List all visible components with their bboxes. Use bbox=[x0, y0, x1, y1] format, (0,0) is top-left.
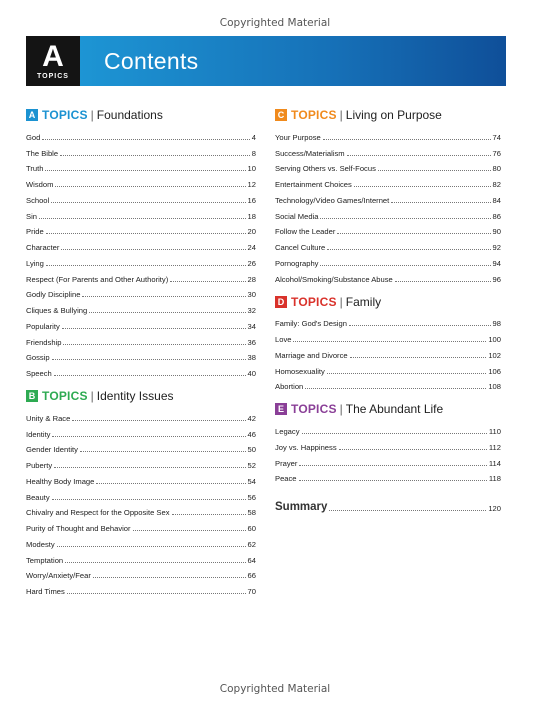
entry-title: Cliques & Bullying bbox=[26, 306, 88, 315]
entry-page-number: 102 bbox=[488, 350, 501, 360]
entry-title: Cancel Culture bbox=[275, 243, 326, 252]
section-name: Living on Purpose bbox=[345, 108, 442, 122]
dot-leader bbox=[72, 420, 245, 421]
dot-leader bbox=[63, 344, 245, 345]
entry-title: Sin bbox=[26, 211, 37, 221]
entry-title: Hard Times bbox=[26, 587, 65, 596]
entry-title: Wisdom bbox=[26, 180, 54, 189]
section-heading bbox=[26, 388, 256, 404]
entry-page-number: 114 bbox=[488, 458, 501, 468]
toc-entry[interactable] bbox=[26, 221, 256, 237]
section-living-on-purpose bbox=[275, 107, 501, 284]
entry-page-number: 100 bbox=[488, 335, 501, 344]
dot-leader bbox=[93, 577, 246, 578]
entry-page-number: 28 bbox=[247, 274, 256, 284]
toc-entry[interactable] bbox=[26, 205, 256, 221]
dot-leader bbox=[46, 265, 246, 266]
dot-leader bbox=[302, 433, 487, 434]
entry-page-number: 62 bbox=[247, 539, 256, 549]
toc-entry[interactable] bbox=[26, 126, 256, 142]
dot-leader bbox=[89, 312, 245, 313]
entry-page-number: 16 bbox=[247, 195, 256, 205]
dot-leader bbox=[46, 233, 246, 234]
entry-page-number: 108 bbox=[488, 382, 501, 392]
section-divider: | bbox=[90, 108, 94, 122]
toc-entry[interactable] bbox=[275, 468, 501, 484]
entry-page-number: 18 bbox=[247, 211, 256, 221]
toc-entry[interactable] bbox=[26, 299, 256, 315]
toc-entry[interactable] bbox=[275, 173, 501, 189]
entry-page-number: 40 bbox=[247, 369, 256, 378]
section-foundations bbox=[26, 107, 256, 378]
section-letter: E bbox=[275, 403, 287, 415]
section-name: Family bbox=[345, 294, 382, 309]
toc-entry[interactable] bbox=[26, 284, 256, 300]
entry-title: Abortion bbox=[275, 382, 304, 392]
section-heading bbox=[275, 401, 501, 417]
entry-title: Joy vs. Happiness bbox=[275, 442, 337, 452]
entry-page-number: 34 bbox=[247, 321, 256, 331]
dot-leader bbox=[349, 325, 491, 326]
dot-leader bbox=[305, 388, 486, 389]
entry-page-number: 12 bbox=[247, 180, 256, 189]
entry-page-number: 58 bbox=[247, 508, 256, 518]
section-name: The Abundant Life bbox=[345, 402, 444, 417]
entry-title: Unity & Race bbox=[26, 413, 71, 423]
section-name: Foundations bbox=[96, 108, 163, 122]
dot-leader bbox=[320, 265, 490, 266]
dot-leader bbox=[395, 281, 491, 282]
toc-entry[interactable] bbox=[26, 158, 256, 174]
entry-page-number: 86 bbox=[492, 211, 501, 221]
right-column bbox=[275, 107, 501, 513]
entry-page-number: 94 bbox=[492, 258, 501, 268]
dot-leader bbox=[172, 514, 246, 515]
entry-page-number: 54 bbox=[247, 476, 256, 486]
summary-page-number: 120 bbox=[488, 504, 501, 514]
toc-entry[interactable] bbox=[275, 126, 501, 142]
entry-page-number: 112 bbox=[488, 442, 501, 452]
entry-title: God bbox=[26, 132, 41, 142]
badge-subtitle: TOPICS bbox=[37, 72, 69, 80]
toc-entry[interactable] bbox=[26, 517, 256, 533]
section-divider: | bbox=[339, 108, 343, 122]
entry-title: Healthy Body Image bbox=[26, 476, 95, 486]
entry-title: Peace bbox=[275, 474, 297, 484]
section-divider: | bbox=[339, 294, 343, 309]
toc-entry[interactable] bbox=[275, 205, 501, 221]
toc-entry[interactable] bbox=[275, 252, 501, 268]
entry-page-number: 70 bbox=[247, 587, 256, 596]
toc-entry[interactable] bbox=[26, 549, 256, 565]
entry-title: Success/Materialism bbox=[275, 148, 345, 158]
toc-entry[interactable] bbox=[275, 158, 501, 174]
dot-leader bbox=[60, 155, 250, 156]
entry-title: Follow the Leader bbox=[275, 227, 336, 237]
dot-leader bbox=[347, 155, 491, 156]
section-letter: D bbox=[275, 296, 287, 308]
toc-entry[interactable] bbox=[275, 189, 501, 205]
entry-title: Entertainment Choices bbox=[275, 180, 352, 189]
summary-title: Summary bbox=[275, 501, 328, 514]
dot-leader bbox=[320, 218, 490, 219]
entry-page-number: 42 bbox=[247, 413, 256, 423]
dot-leader bbox=[354, 186, 491, 187]
entry-title: Puberty bbox=[26, 461, 53, 470]
entry-page-number: 98 bbox=[492, 319, 501, 329]
toc-entry[interactable] bbox=[26, 142, 256, 158]
toc-entry[interactable] bbox=[26, 565, 256, 581]
dot-leader bbox=[61, 249, 245, 250]
entry-title: Serving Others vs. Self-Focus bbox=[275, 164, 376, 174]
toc-entry[interactable] bbox=[275, 452, 501, 468]
section-topics-label: TOPICS bbox=[291, 294, 337, 309]
entry-title: Technology/Video Games/Internet bbox=[275, 195, 390, 205]
toc-entry[interactable] bbox=[26, 331, 256, 347]
dot-leader bbox=[96, 483, 245, 484]
section-topics-label: TOPICS bbox=[291, 402, 337, 417]
page-title: Contents bbox=[104, 47, 199, 74]
title-bar bbox=[80, 36, 506, 86]
entry-page-number: 52 bbox=[247, 461, 256, 470]
dot-leader bbox=[293, 341, 486, 342]
entry-page-number: 36 bbox=[247, 337, 256, 347]
entry-page-number: 60 bbox=[247, 524, 256, 533]
dot-leader bbox=[67, 593, 246, 594]
toc-entry[interactable] bbox=[26, 470, 256, 486]
entry-title: Temptation bbox=[26, 555, 64, 565]
section-topics-label: TOPICS bbox=[291, 108, 337, 122]
entry-page-number: 82 bbox=[492, 180, 501, 189]
entry-page-number: 24 bbox=[247, 243, 256, 252]
badge-letter: A bbox=[42, 39, 64, 73]
entry-title: Family: God's Design bbox=[275, 319, 347, 329]
entry-title: The Bible bbox=[26, 148, 59, 158]
entry-title: Truth bbox=[26, 164, 44, 174]
entry-page-number: 38 bbox=[247, 353, 256, 363]
topics-badge bbox=[26, 36, 80, 86]
toc-entry[interactable] bbox=[275, 436, 501, 452]
dot-leader bbox=[52, 359, 246, 360]
entry-title: Pornography bbox=[275, 258, 319, 268]
section-divider: | bbox=[90, 389, 94, 403]
entry-page-number: 4 bbox=[251, 132, 256, 142]
entry-title: Respect (For Parents and Other Authority) bbox=[26, 274, 169, 284]
section-identity-issues bbox=[26, 388, 256, 596]
toc-entry[interactable] bbox=[275, 420, 501, 436]
dot-leader bbox=[54, 467, 245, 468]
toc-entry[interactable] bbox=[275, 142, 501, 158]
toc-entry[interactable] bbox=[26, 454, 256, 470]
dot-leader bbox=[65, 562, 245, 563]
dot-leader bbox=[52, 499, 246, 500]
toc-entry[interactable] bbox=[275, 221, 501, 237]
dot-leader bbox=[323, 139, 491, 140]
dot-leader bbox=[51, 202, 245, 203]
entry-title: Godly Discipline bbox=[26, 290, 81, 300]
dot-leader bbox=[350, 357, 487, 358]
toc-list bbox=[275, 126, 501, 284]
toc-entry[interactable] bbox=[26, 362, 256, 378]
entry-page-number: 76 bbox=[492, 148, 501, 158]
entry-title: Identity bbox=[26, 429, 51, 439]
toc-list bbox=[275, 313, 501, 392]
toc-entry[interactable] bbox=[26, 347, 256, 363]
entry-title: Popularity bbox=[26, 321, 60, 331]
toc-entry[interactable] bbox=[26, 580, 256, 596]
entry-title: Alcohol/Smoking/Substance Abuse bbox=[275, 274, 393, 284]
section-heading bbox=[275, 294, 501, 310]
dot-leader bbox=[339, 449, 487, 450]
toc-entry[interactable] bbox=[26, 252, 256, 268]
dot-leader bbox=[39, 218, 246, 219]
dot-leader bbox=[133, 530, 246, 531]
entry-title: Gossip bbox=[26, 353, 50, 363]
section-divider: | bbox=[339, 402, 343, 417]
entry-title: Social Media bbox=[275, 211, 319, 221]
toc-entry[interactable] bbox=[275, 313, 501, 329]
entry-page-number: 20 bbox=[247, 227, 256, 237]
entry-page-number: 56 bbox=[247, 492, 256, 502]
entry-title: Prayer bbox=[275, 458, 298, 468]
toc-entry[interactable] bbox=[275, 360, 501, 376]
toc-entry[interactable] bbox=[26, 486, 256, 502]
dot-leader bbox=[54, 375, 246, 376]
dot-leader bbox=[45, 170, 245, 171]
toc-entry[interactable] bbox=[275, 376, 501, 392]
section-letter: A bbox=[26, 109, 38, 121]
toc-entry[interactable] bbox=[26, 236, 256, 252]
toc-list bbox=[26, 407, 256, 596]
entry-page-number: 90 bbox=[492, 227, 501, 237]
dot-leader bbox=[57, 546, 246, 547]
section-name: Identity Issues bbox=[96, 389, 174, 403]
dot-leader bbox=[327, 373, 487, 374]
toc-entry[interactable] bbox=[275, 344, 501, 360]
toc-list bbox=[26, 126, 256, 378]
copyright-watermark-bottom: Copyrighted Material bbox=[219, 683, 331, 695]
entry-title: Worry/Anxiety/Fear bbox=[26, 571, 91, 581]
toc-entry[interactable] bbox=[26, 315, 256, 331]
entry-title: School bbox=[26, 195, 50, 205]
dot-leader bbox=[337, 233, 490, 234]
entry-page-number: 96 bbox=[492, 274, 501, 284]
entry-page-number: 92 bbox=[492, 243, 501, 252]
section-letter: B bbox=[26, 390, 38, 402]
dot-leader bbox=[327, 249, 490, 250]
entry-page-number: 10 bbox=[247, 164, 256, 174]
toc-entry[interactable] bbox=[26, 439, 256, 455]
entry-page-number: 8 bbox=[251, 148, 256, 158]
toc-entry[interactable] bbox=[275, 236, 501, 252]
section-topics-label: TOPICS bbox=[42, 389, 88, 403]
entry-page-number: 64 bbox=[247, 555, 256, 565]
entry-title: Lying bbox=[26, 258, 44, 268]
entry-title: Your Purpose bbox=[275, 132, 321, 142]
dot-leader bbox=[329, 510, 486, 511]
entry-title: Pride bbox=[26, 227, 44, 237]
left-column bbox=[26, 107, 256, 596]
entry-page-number: 80 bbox=[492, 164, 501, 174]
dot-leader bbox=[170, 281, 245, 282]
dot-leader bbox=[55, 186, 245, 187]
toc-entry[interactable] bbox=[26, 533, 256, 549]
dot-leader bbox=[52, 436, 245, 437]
entry-page-number: 46 bbox=[247, 429, 256, 439]
entry-page-number: 118 bbox=[488, 474, 501, 484]
entry-title: Speech bbox=[26, 369, 52, 378]
entry-page-number: 84 bbox=[492, 195, 501, 205]
section-heading bbox=[275, 107, 501, 123]
entry-page-number: 50 bbox=[247, 445, 256, 455]
entry-page-number: 66 bbox=[247, 571, 256, 581]
toc-list bbox=[275, 420, 501, 483]
entry-title: Gender Identity bbox=[26, 445, 78, 455]
copyright-watermark-top: Copyrighted Material bbox=[219, 17, 331, 29]
section-letter: C bbox=[275, 109, 287, 121]
toc-entry[interactable] bbox=[275, 328, 501, 344]
toc-entry[interactable] bbox=[26, 502, 256, 518]
dot-leader bbox=[391, 202, 490, 203]
toc-entry[interactable] bbox=[26, 407, 256, 423]
toc-entry[interactable] bbox=[275, 268, 501, 284]
entry-title: Beauty bbox=[26, 492, 50, 502]
toc-entry[interactable] bbox=[26, 189, 256, 205]
dot-leader bbox=[299, 465, 487, 466]
section-topics-label: TOPICS bbox=[42, 108, 88, 122]
entry-page-number: 30 bbox=[247, 290, 256, 300]
dot-leader bbox=[42, 139, 249, 140]
dot-leader bbox=[82, 296, 245, 297]
toc-entry[interactable] bbox=[26, 423, 256, 439]
section-abundant-life bbox=[275, 401, 501, 483]
entry-title: Purity of Thought and Behavior bbox=[26, 524, 131, 533]
entry-title: Marriage and Divorce bbox=[275, 350, 348, 360]
contents-banner bbox=[26, 36, 506, 86]
entry-page-number: 32 bbox=[247, 306, 256, 315]
entry-title: Friendship bbox=[26, 337, 62, 347]
entry-page-number: 110 bbox=[488, 427, 501, 436]
dot-leader bbox=[299, 480, 487, 481]
entry-page-number: 106 bbox=[488, 366, 501, 376]
section-heading bbox=[26, 107, 256, 123]
entry-title: Modesty bbox=[26, 539, 55, 549]
toc-entry[interactable] bbox=[26, 173, 256, 189]
entry-title: Legacy bbox=[275, 427, 300, 436]
dot-leader bbox=[378, 170, 491, 171]
entry-page-number: 74 bbox=[492, 132, 501, 142]
toc-entry[interactable] bbox=[26, 268, 256, 284]
dot-leader bbox=[62, 328, 246, 329]
section-family bbox=[275, 294, 501, 392]
entry-page-number: 26 bbox=[247, 258, 256, 268]
entry-title: Chivalry and Respect for the Opposite Sex bbox=[26, 508, 170, 518]
summary-entry[interactable] bbox=[275, 497, 501, 513]
entry-title: Homosexuality bbox=[275, 366, 325, 376]
entry-title: Character bbox=[26, 243, 60, 252]
entry-title: Love bbox=[275, 335, 292, 344]
dot-leader bbox=[80, 451, 246, 452]
